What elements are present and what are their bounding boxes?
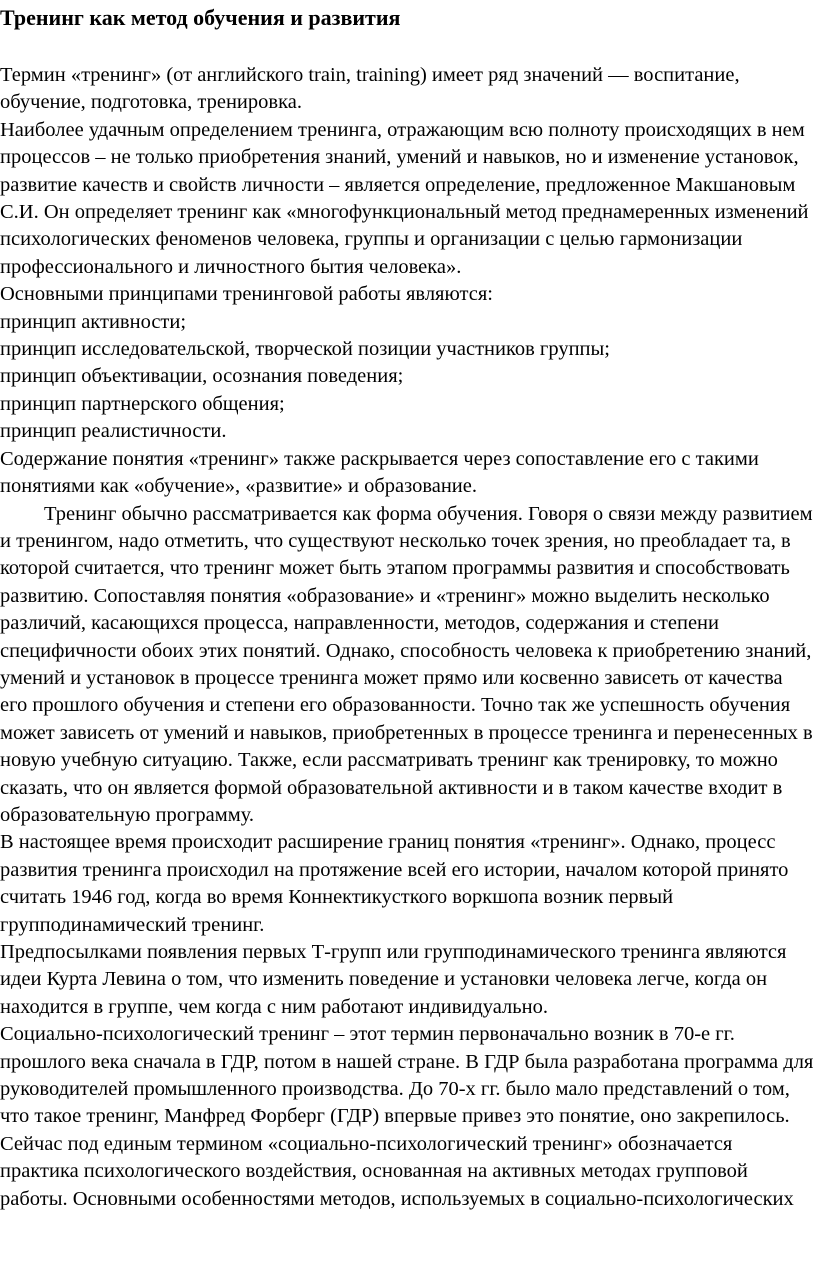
document-title: Тренинг как метод обучения и развития <box>0 5 401 30</box>
list-item-principle-objectivation: принцип объективации, осознания поведения; <box>0 365 404 388</box>
paragraph-history: В настоящее время происходит расширение границ понятия «тренинг». Однако, процесс развития тренинга происходил на протяжение всей его истории, началом которой принято считать 1946 год, когда во время Коннектикусткого воркшопа возник первый групподинамический тренинг. <box>0 831 789 936</box>
paragraph-current-practice: Сейчас под единым термином «социально-психологический тренинг» обозначается практика психологического воздействия, основанная на активных методах групповой работы. Основными особенностями методов, используемых в социально-психологических <box>0 1132 794 1210</box>
paragraph-training-as-education: Тренинг обычно рассматривается как форма обучения. Говоря о связи между развитием и тренингом, надо отметить, что существуют несколько точек зрения, но преобладает та, в которой считается, что тренинг может быть этапом программы развития и способствовать развитию. Сопоставляя понятия «образование» и «тренинг» можно выделить несколько различий, касающихся процесса, направленности, методов, содержания и степени специфичности обоих этих понятий. Однако, способность человека к приобретению знаний, умений и установок в процессе тренинга может прямо или косвенно зависеть от качества его прошлого обучения и степени его образованности. Точно так же успешность обучения может зависеть от умений и навыков, приобретенных в процессе тренинга и перенесенных в новую учебную ситуацию. Также, если рассматривать тренинг как тренировку, то можно сказать, что он является формой образовательной активности и в таком качестве входит в образовательную программу. <box>0 502 813 826</box>
paragraph-term-definition: Термин «тренинг» (от английского train, training) имеет ряд значений — воспитание, обучение, подготовка, тренировка. <box>0 64 740 114</box>
paragraph-concept-content: Содержание понятия «тренинг» также раскрывается через сопоставление его с такими понятиями как «обучение», «развитие» и образование. <box>0 447 759 498</box>
list-item-principle-partner: принцип партнерского общения; <box>0 392 285 415</box>
list-item-principle-activity: принцип активности; <box>0 310 187 333</box>
paragraph-principles-intro: Основными принципами тренинговой работы являются: <box>0 283 493 306</box>
paragraph-t-groups: Предпосылками появления первых Т-групп или групподинамического тренинга являются идеи Курта Левина о том, что изменить поведение и установки человека легче, когда он находится в группе, чем когда с ним работают индивидуально. <box>0 941 787 1018</box>
list-item-principle-research: принцип исследовательской, творческой позиции участников группы; <box>0 338 610 361</box>
paragraph-makshanov-definition: Наиболее удачным определением тренинга, отражающим всю полноту происходящих в нем процессов – не только приобретения знаний, умений и навыков, но и изменение установок, развитие качеств и свойств личности – является определение, предложенное Макшановым С.И. Он определяет тренинг как «многофункциональный метод преднамеренных изменений психологических феноменов человека, группы и организации с целью гармонизации профессионального и личностного бытия человека». <box>0 118 809 278</box>
list-item-principle-realism: принцип реалистичности. <box>0 420 227 443</box>
paragraph-socio-psychological: Социально-психологический тренинг – этот термин первоначально возник в 70-е гг. прошлого века сначала в ГДР, потом в нашей стране. В ГДР была разработана программа для руководителей промышленного производства. До 70-х гг. было мало представлений о том, что такое тренинг, Манфред Форберг (ГДР) впервые привез это понятие, оно закрепилось. <box>0 1023 814 1128</box>
